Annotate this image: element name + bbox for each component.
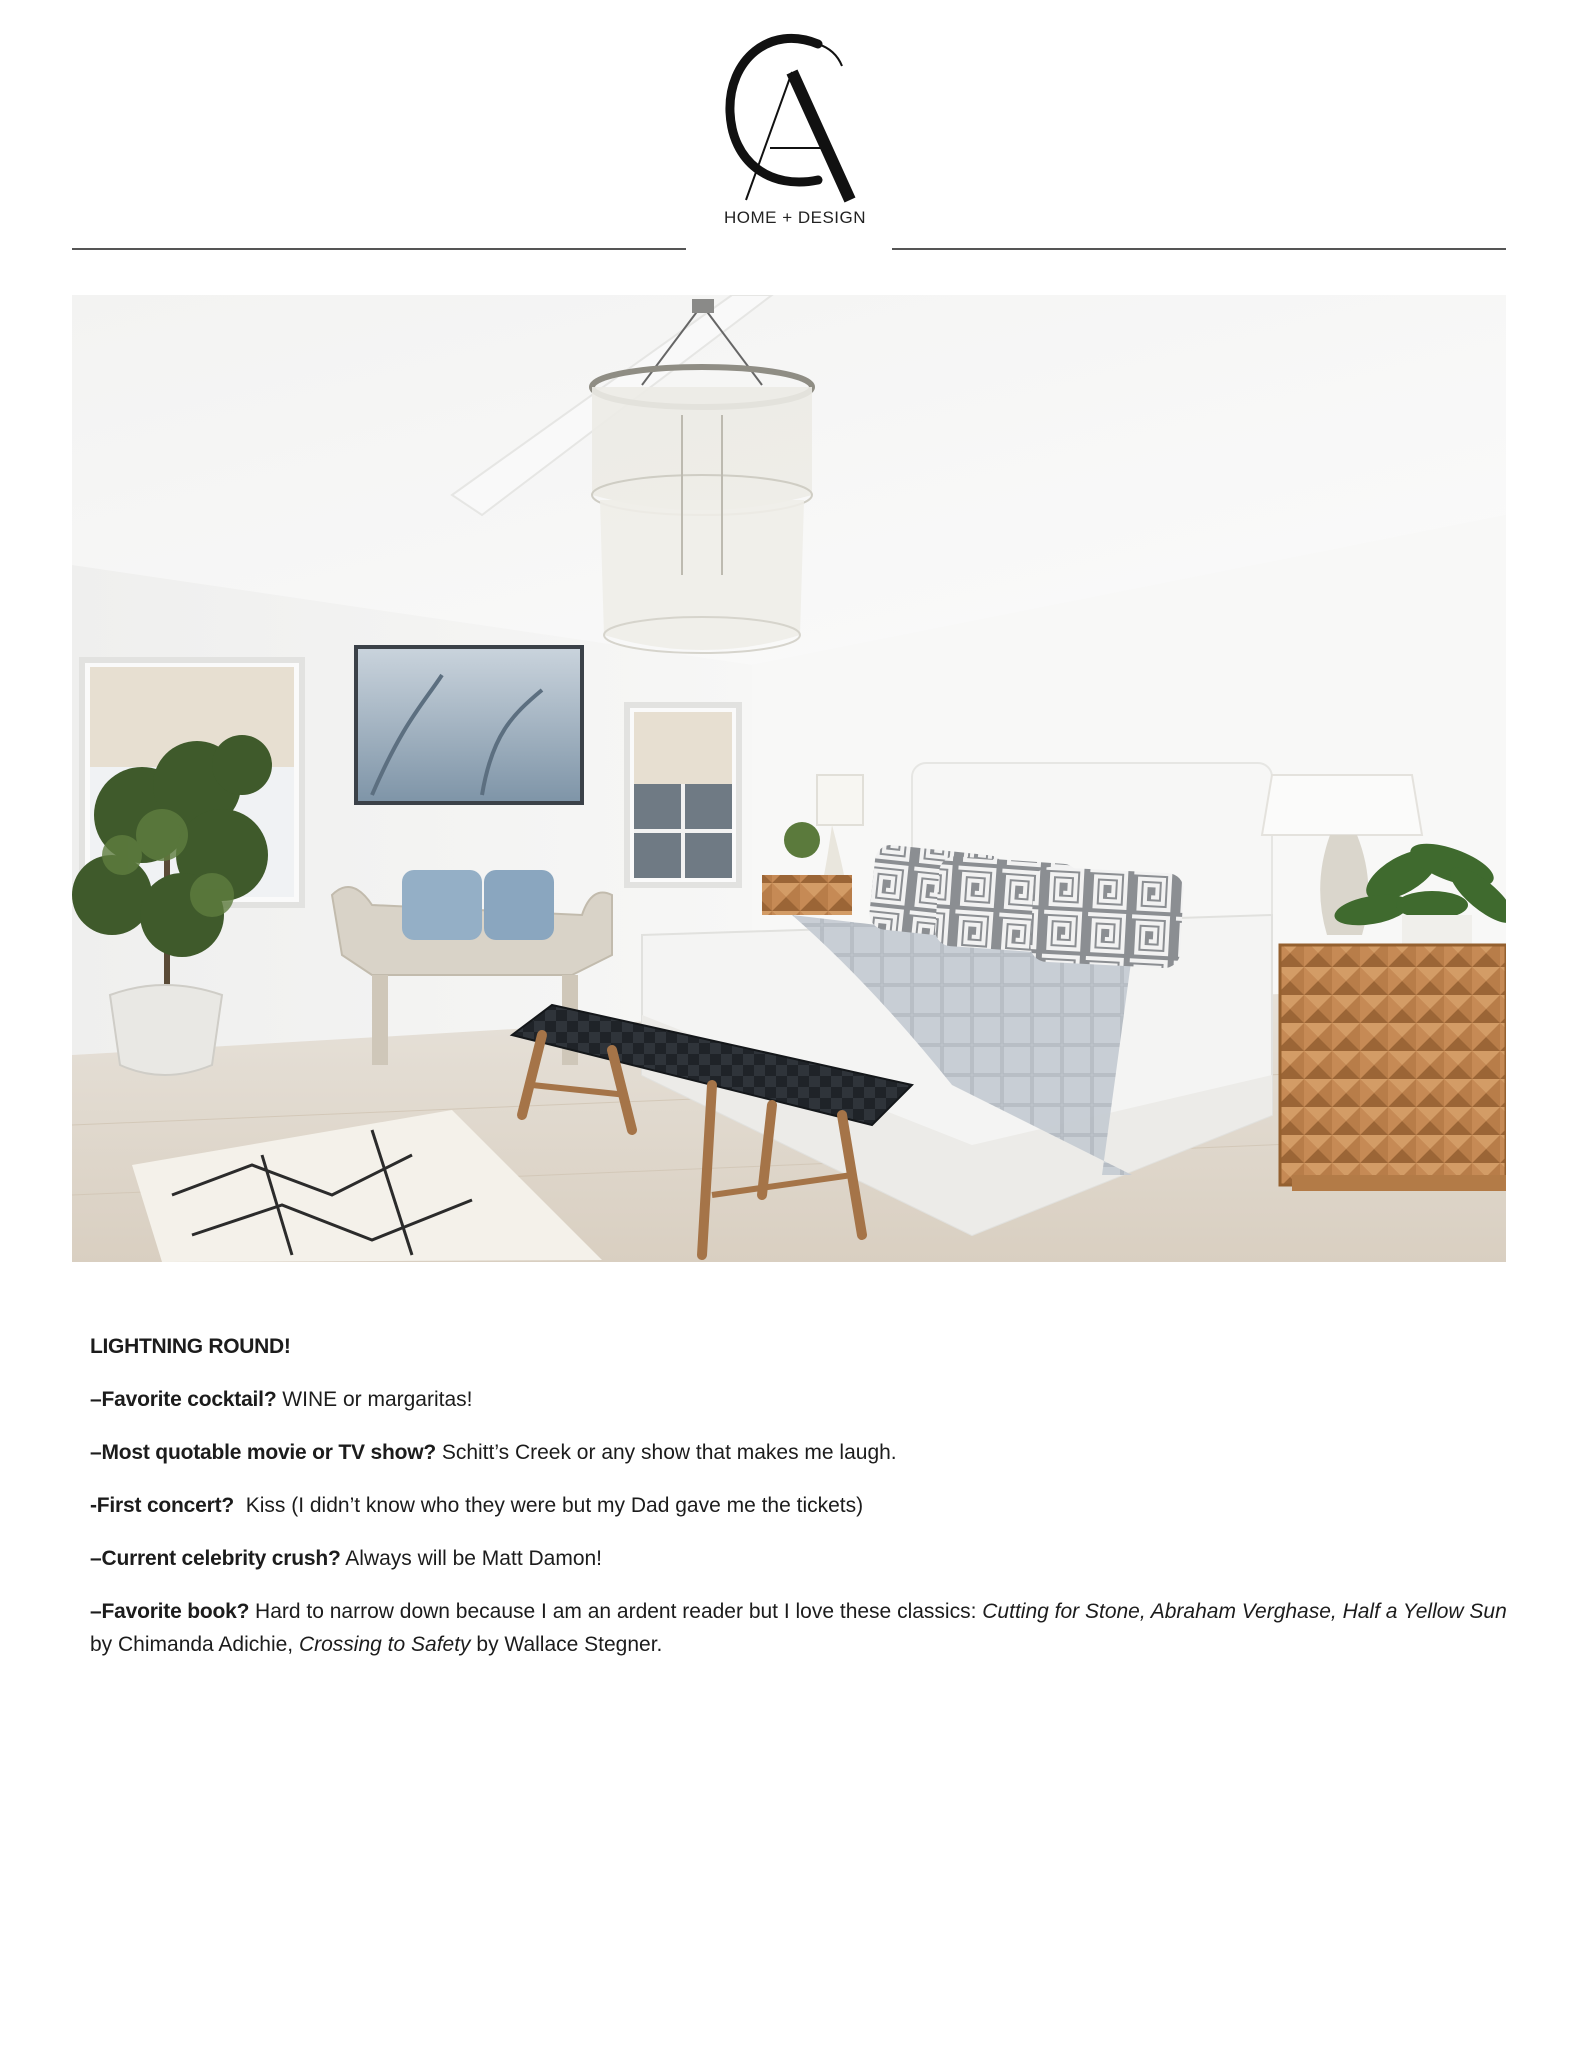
logo-tagline: HOME + DESIGN [723,208,867,227]
qa-answer: Schitt’s Creek or any show that makes me laugh. [435,1441,897,1464]
qa-answer-intro: Hard to narrow down because I am an ardent reader but I love these classics: [249,1600,983,1623]
hero-bedroom-photo [72,295,1506,1262]
qa-answer: WINE or margaritas! [276,1388,473,1411]
qa-question-text: Favorite cocktail? [101,1388,277,1411]
article-body [90,1330,1510,1681]
qa-prefix: – [90,1441,102,1464]
qa-answer: Always will be Matt Damon! [340,1547,603,1570]
qa-question-text: Current celebrity crush? [101,1547,341,1570]
book-author-1: by Chimanda Adichie, [90,1633,299,1656]
qa-prefix: – [90,1547,102,1570]
qa-question [90,1600,249,1623]
qa-prefix: – [90,1388,102,1411]
book-titles: Cutting for Stone, Abraham Verghase, Half a Yellow Sun [982,1600,1507,1623]
qa-prefix: - [90,1494,97,1517]
qa-item-movie [90,1436,1510,1469]
qa-question [90,1547,341,1570]
qa-item-cocktail [90,1383,1510,1416]
qa-item-concert [90,1489,1510,1522]
header-divider-right [892,248,1506,250]
qa-item-crush [90,1542,1510,1575]
header-divider-left [72,248,686,250]
ca-monogram-logo [700,30,890,210]
brand-logo[interactable] [700,30,890,240]
book-author-2: by Wallace Stegner. [470,1633,663,1656]
qa-item-book [90,1595,1510,1661]
book-title-2: Crossing to Safety [298,1633,471,1656]
qa-question-text: Most quotable movie or TV show? [101,1441,436,1464]
qa-question [90,1494,234,1517]
qa-question [90,1441,436,1464]
qa-answer: Kiss (I didn’t know who they were but my Dad gave me the tickets) [234,1494,864,1517]
qa-question-text: Favorite book? [101,1600,250,1623]
bedroom-illustration [72,295,1506,1262]
qa-question-text: First concert? [96,1494,235,1517]
qa-prefix: – [90,1600,102,1623]
section-heading: LIGHTNING ROUND! [90,1335,291,1358]
masthead [0,0,1583,260]
qa-question [90,1388,276,1411]
